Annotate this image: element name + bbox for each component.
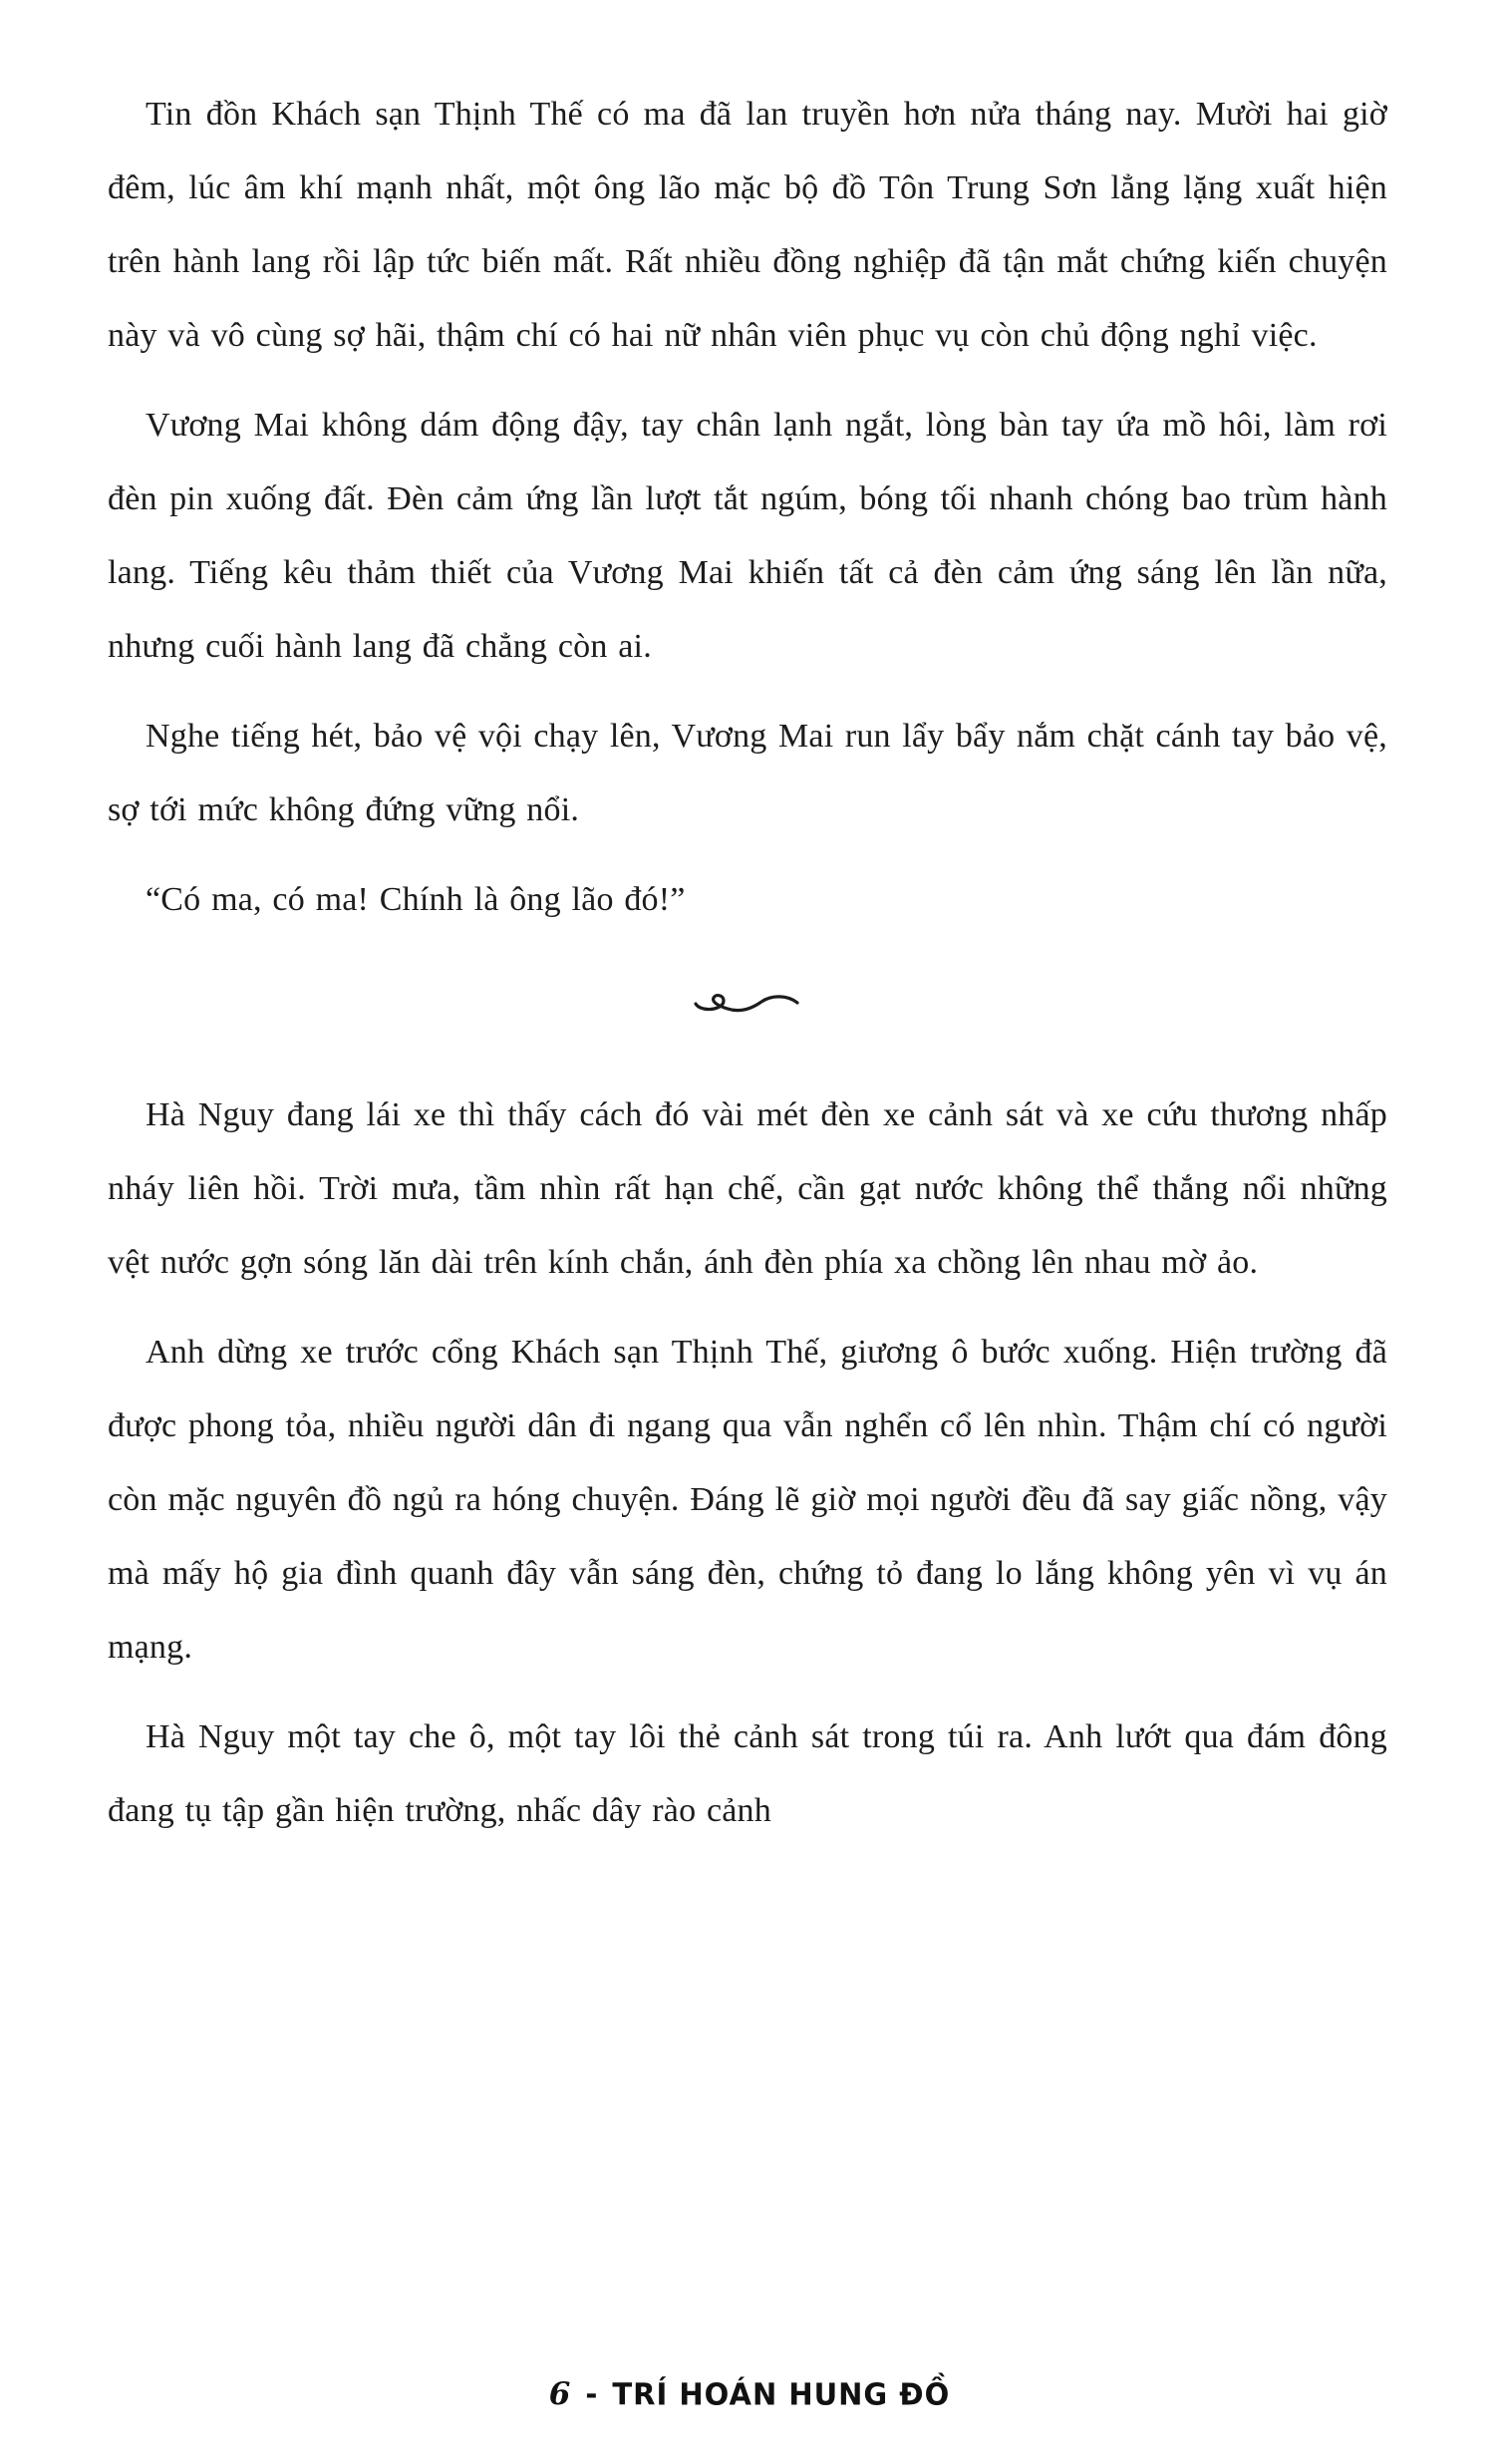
paragraph: Tin đồn Khách sạn Thịnh Thế có ma đã lan truyền hơn nửa tháng nay. Mười hai giờ đêm, lúc âm khí mạnh nhất, một ông lão mặc bộ đồ Tôn Trung Sơn lẳng lặng xuất hiện trên hành lang rồi lập tức biến mất. Rất nhiều đồng nghiệp đã tận mắt chứng kiến chuyện này và vô cùng sợ hãi, thậm chí có hai nữ nhân viên phục vụ còn chủ động nghỉ việc. [108,96,1387,354]
paragraph: Nghe tiếng hét, bảo vệ vội chạy lên, Vương Mai run lẩy bẩy nắm chặt cánh tay bảo vệ, sợ tới mức không đứng vững nổi. [108,718,1387,828]
book-title: TRÍ HOÁN HUNG ĐỒ [612,2376,951,2412]
paragraph: Anh dừng xe trước cổng Khách sạn Thịnh Thế, giương ô bước xuống. Hiện trường đã được phong tỏa, nhiều người dân đi ngang qua vẫn nghển cổ lên nhìn. Thậm chí có người còn mặc nguyên đồ ngủ ra hóng chuyện. Đáng lẽ giờ mọi người đều đã say giấc nồng, vậy mà mấy hộ gia đình quanh đây vẫn sáng đèn, chứng tỏ đang lo lắng không yên vì vụ án mạng. [108,1334,1387,1666]
page-text-block [108,78,1387,1864]
page-number: 6 [548,2376,572,2412]
paragraph: Hà Nguy một tay che ô, một tay lôi thẻ cảnh sát trong túi ra. Anh lướt qua đám đông đang tụ tập gần hiện trường, nhấc dây rào cảnh [108,1718,1387,1829]
squiggle-ornament-icon [692,989,803,1023]
paragraph: Hà Nguy đang lái xe thì thấy cách đó vài mét đèn xe cảnh sát và xe cứu thương nhấp nháy liên hồi. Trời mưa, tầm nhìn rất hạn chế, cần gạt nước không thể thắng nổi những vệt nước gợn sóng lăn dài trên kính chắn, ánh đèn phía xa chồng lên nhau mờ ảo. [108,1096,1387,1281]
paragraph: Vương Mai không dám động đậy, tay chân lạnh ngắt, lòng bàn tay ứa mồ hôi, làm rơi đèn pin xuống đất. Đèn cảm ứng lần lượt tắt ngúm, bóng tối nhanh chóng bao trùm hành lang. Tiếng kêu thảm thiết của Vương Mai khiến tất cả đèn cảm ứng sáng lên lần nữa, nhưng cuối hành lang đã chẳng còn ai. [108,407,1387,665]
section-divider [108,989,1387,1023]
footer-separator: - [585,2377,599,2411]
page-footer [0,2376,1499,2412]
dialogue-paragraph: “Có ma, có ma! Chính là ông lão đó!” [146,881,686,918]
